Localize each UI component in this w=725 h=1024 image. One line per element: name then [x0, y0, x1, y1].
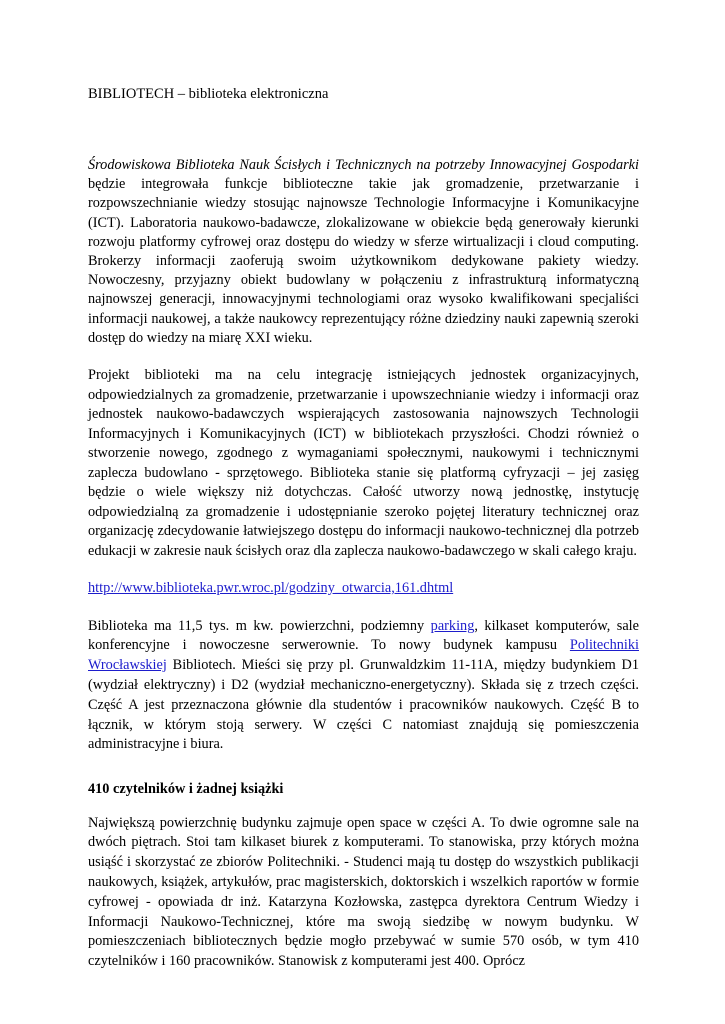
paragraph-building-text-1: Biblioteka ma 11,5 tys. m kw. powierzchni, podziemny: [88, 617, 431, 634]
section-heading: 410 czytelników i żadnej książki: [88, 781, 284, 798]
paragraph-open-space: Największą powierzchnię budynku zajmuje open space w części A. To dwie ogromne sale na dwóch piętrach. Stoi tam kilkaset biurek z komputerami. To stanowiska, przy których można usiąść i skorzystać ze zbiorów Politechniki. - Studenci mają tu dostęp do wszystkich publikacji naukowych, książek, artykułów, prac magisterskich, doktorskich i wszelkich raportów w formie cyfrowej - opowiada dr inż. Katarzyna Kozłowska, zastępca dyrektora Centrum Wiedzy i Informacji Naukowo-Technicznej, które ma swoją siedzibę w nowym budynku. W pomieszczeniach bibliotecznych będzie mogło przebywać w sumie 570 osób, w tym 410 czytelników i 160 pracowników. Stanowisk z komputerami jest 400. Oprócz: [88, 814, 639, 970]
document-title: BIBLIOTECH – biblioteka elektroniczna: [88, 86, 329, 102]
parking-link[interactable]: parking: [430, 617, 475, 634]
paragraph-intro: [88, 156, 639, 348]
paragraph-project: Projekt biblioteki ma na celu integrację istniejących jednostek organizacyjnych, odpowiedzialnych za gromadzenie, przetwarzanie i upowszechnianie wiedzy i informacji oraz jednostek naukowo-badawczych wspierających zastosowania najnowszych Technologii Informacyjnych i Komunikacyjnych (ICT) w bibliotekach przyszłości. Chodzi również o stworzenie nowego, zgodnego z wymaganiami społecznymi, naukowymi i technicznymi zaplecza budowlano - sprzętowego. Biblioteka stanie się platformą cyfryzacji – jej zasięg będzie o wiele większy niż dotychczas. Całość utworzy nową jednostkę, instytucję odpowiedzialną za gromadzenie i udostępnianie szeroko pojętej literatury technicznej oraz organizację zdecydowanie łatwiejszego dostępu do informacji naukowo-technicznej dla potrzeb edukacji w zakresie nauk ścisłych oraz dla zaplecza naukowo-badawczego w skali całego kraju.: [88, 367, 639, 559]
document-page: [88, 84, 639, 972]
politechnika-link[interactable]: Politechniki Wrocławskiej: [88, 637, 639, 674]
paragraph-building-text-3: Bibliotech. Mieści się przy pl. Grunwaldzkim 11-11A, między budynkiem D1 (wydział elektryczny) i D2 (wydział mechaniczno-energetyczny). Składa się z trzech części. Część A jest przeznaczona głównie dla studentów i pracowników naukowych. Część B to łącznik, w którym stoją serwery. W części C natomiast znajdują się pomieszczenia administracyjne i biura.: [88, 657, 639, 753]
library-full-name: Środowiskowa Biblioteka Nauk Ścisłych i Technicznych na potrzeby Innowacyjnej Gospodarki: [88, 157, 639, 173]
paragraph-building: [88, 617, 639, 756]
paragraph-building-text-2: , kilkaset komputerów, sale konferencyjne i nowoczesne serwerownie. To nowy budynek kampusu: [88, 617, 639, 654]
opening-hours-link[interactable]: http://www.biblioteka.pwr.wroc.pl/godziny_otwarcia,161.dhtml: [88, 580, 454, 597]
paragraph-intro-text: będzie integrowała funkcje biblioteczne takie jak gromadzenie, przetwarzanie i rozpowszechnianie wiedzy stosując najnowsze Technologie Informacyjne i Komunikacyjne (ICT). Laboratoria naukowo-badawcze, zlokalizowane w obiekcie będą generowały kierunki rozwoju platformy cyfrowej oraz dostępu do wiedzy w sferze wirtualizacji i cloud computing. Brokerzy informacji zaoferują swoim użytkownikom dedykowane pakiety wiedzy. Nowoczesny, przyjazny obiekt budowlany w połączeniu z infrastrukturą informatyczną najnowszej generacji, innowacyjnymi technologiami oraz wysoko kwalifikowani specjaliści informacji naukowej, a także naukowcy reprezentujący różne dziedziny nauki zapewnią szeroki dostęp do wiedzy na miarę XXI wieku.: [88, 176, 639, 346]
url-line: [88, 579, 639, 599]
